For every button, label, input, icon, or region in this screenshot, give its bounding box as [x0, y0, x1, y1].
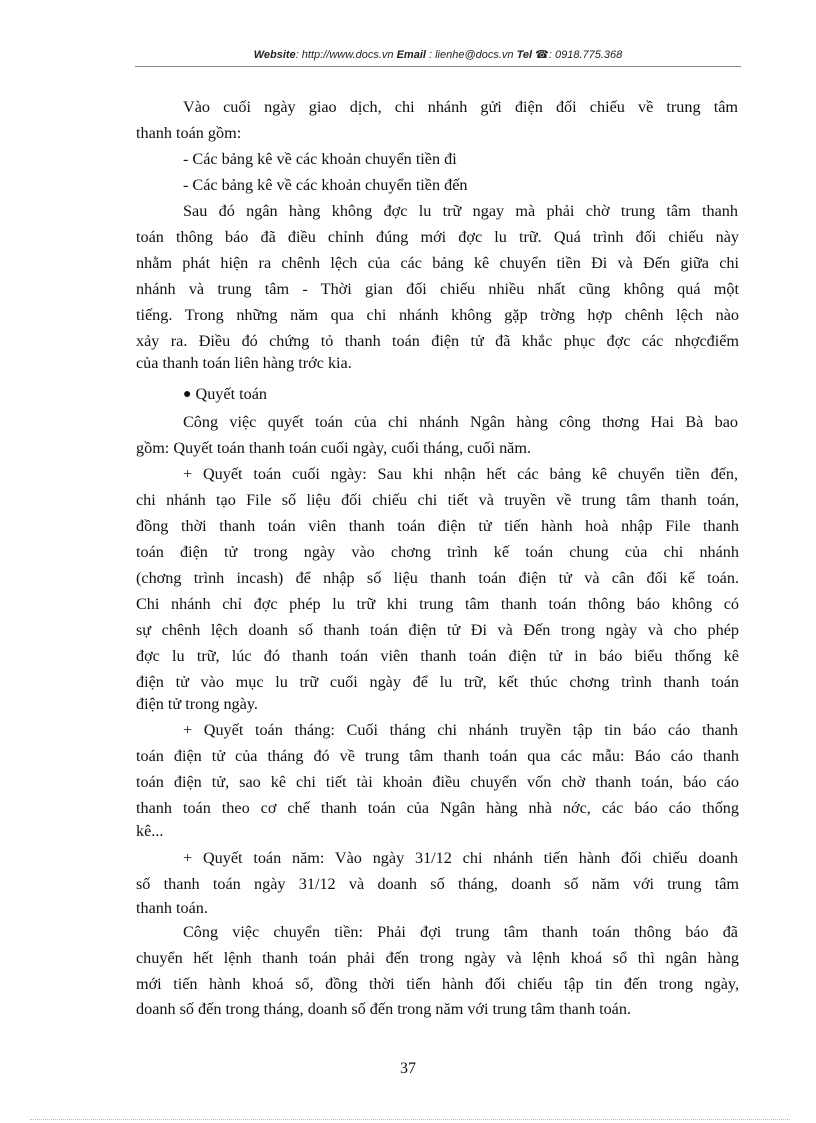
- text-line: + Quyết toán tháng: Cuối tháng chi nhánh truyền tập tin báo cáo thanh: [183, 721, 738, 739]
- bullet-icon: ●: [183, 387, 192, 402]
- text-line: đồng thời thanh toán viên thanh toán điện tử tiến hành hoà nhập File thanh: [136, 517, 739, 535]
- list-item: - Các bảng kê về các khoản chuyển tiền đến: [183, 176, 468, 194]
- text-line: thanh toán gồm:: [136, 124, 242, 142]
- email-value: : lienhe@docs.vn: [429, 49, 514, 61]
- text-line: của thanh toán liên hàng trớc kia.: [136, 354, 352, 372]
- text-line: Chi nhánh chỉ đợc phép lu trữ khi trung tâm thanh toán thông báo không có: [136, 595, 739, 613]
- text-line: toán thông báo đã điều chỉnh đúng mới đợc lu trữ. Quá trình đối chiếu này: [136, 228, 739, 246]
- text-line: thanh toán theo cơ chế thanh toán của Ngân hàng nhà nớc, các báo cáo thống: [136, 799, 739, 817]
- page-number: 37: [400, 1060, 416, 1077]
- text-line: (chơng trình incash) để nhập số liệu thanh toán điện tử và cân đối kế toán.: [136, 569, 739, 587]
- website-value: : http://www.docs.vn: [295, 49, 394, 61]
- text-line: Sau đó ngân hàng không đợc lu trữ ngay mà phải chờ trung tâm thanh: [183, 202, 738, 220]
- text-line: nhánh và trung tâm - Thời gian đối chiếu nhiều nhất cũng không quá một: [136, 280, 739, 298]
- text-line: Vào cuối ngày giao dịch, chi nhánh gửi điện đối chiếu về trung tâm: [183, 98, 738, 116]
- text-line: điện tử vào mục lu trữ cuối ngày để lu trữ, kết thúc chơng trình thanh toán: [136, 673, 739, 691]
- text-line: thanh toán.: [136, 899, 208, 917]
- section-heading-text: Quyết toán: [195, 385, 267, 403]
- text-line: điện tử trong ngày.: [136, 695, 258, 713]
- email-label: Email: [396, 49, 426, 61]
- text-line: số thanh toán ngày 31/12 và doanh số tháng, doanh số năm với trung tâm: [136, 875, 739, 893]
- tel-value: : 0918.775.368: [548, 49, 623, 61]
- text-line: nhằm phát hiện ra chênh lệch của các bảng kê chuyển tiền Đi và Đến giữa chi: [136, 254, 739, 272]
- text-line: toán điện tử trong ngày vào chơng trình kế toán chung của chi nhánh: [136, 543, 739, 561]
- tel-label: Tel: [516, 49, 533, 61]
- text-line: Công việc chuyển tiền: Phải đợi trung tâm thanh toán thông báo đã: [183, 923, 738, 941]
- text-line: + Quyết toán cuối ngày: Sau khi nhận hết các bảng kê chuyển tiền đến,: [183, 465, 738, 483]
- list-item: - Các bảng kê về các khoản chuyển tiền đi: [183, 150, 457, 168]
- text-line: toán điện tử của tháng đó về trung tâm thanh toán qua các mẫu: Báo cáo thanh: [136, 747, 739, 765]
- phone-icon: ☎: [535, 49, 549, 61]
- text-line: gồm: Quyết toán thanh toán cuối ngày, cuối tháng, cuối năm.: [136, 439, 532, 457]
- text-line: xảy ra. Điều đó chứng tỏ thanh toán điện tử đã khắc phục đợc các nhợcđiểm: [136, 332, 739, 350]
- text-line: Công việc quyết toán của chi nhánh Ngân hàng công thơng Hai Bà bao: [183, 413, 738, 431]
- section-heading: [183, 384, 267, 406]
- text-line: mới tiến hành khoá sổ, đồng thời tiến hành đối chiếu tập tin đến trong ngày,: [136, 975, 739, 993]
- text-line: chuyển hết lệnh thanh toán phải đến trong ngày và lệnh khoá sổ thì ngân hàng: [136, 949, 739, 967]
- text-line: doanh số đến trong tháng, doanh số đến trong năm với trung tâm thanh toán.: [136, 1000, 631, 1018]
- text-line: tiếng. Trong những năm qua chi nhánh không gặp trờng hợp chênh lệch nào: [136, 306, 739, 324]
- text-line: + Quyết toán năm: Vào ngày 31/12 chi nhánh tiến hành đối chiếu doanh: [183, 849, 738, 867]
- website-label: Website: [253, 49, 296, 61]
- text-line: đợc lu trữ, lúc đó thanh toán viên thanh toán điện tử in báo biểu thống kê: [136, 647, 739, 665]
- text-line: chi nhánh tạo File số liệu đối chiếu chi tiết và truyền về trung tâm thanh toán,: [136, 491, 739, 509]
- text-line: kê...: [136, 822, 164, 840]
- page-header: [135, 48, 741, 61]
- header-rule: [135, 66, 741, 67]
- text-line: sự chênh lệch doanh số thanh toán điện tử Đi và Đến trong ngày và cho phép: [136, 621, 739, 639]
- footer-rule: [30, 1119, 790, 1120]
- text-line: toán điện tử, sao kê chi tiết tài khoản điều chuyển vốn chờ thanh toán, báo cáo: [136, 773, 739, 791]
